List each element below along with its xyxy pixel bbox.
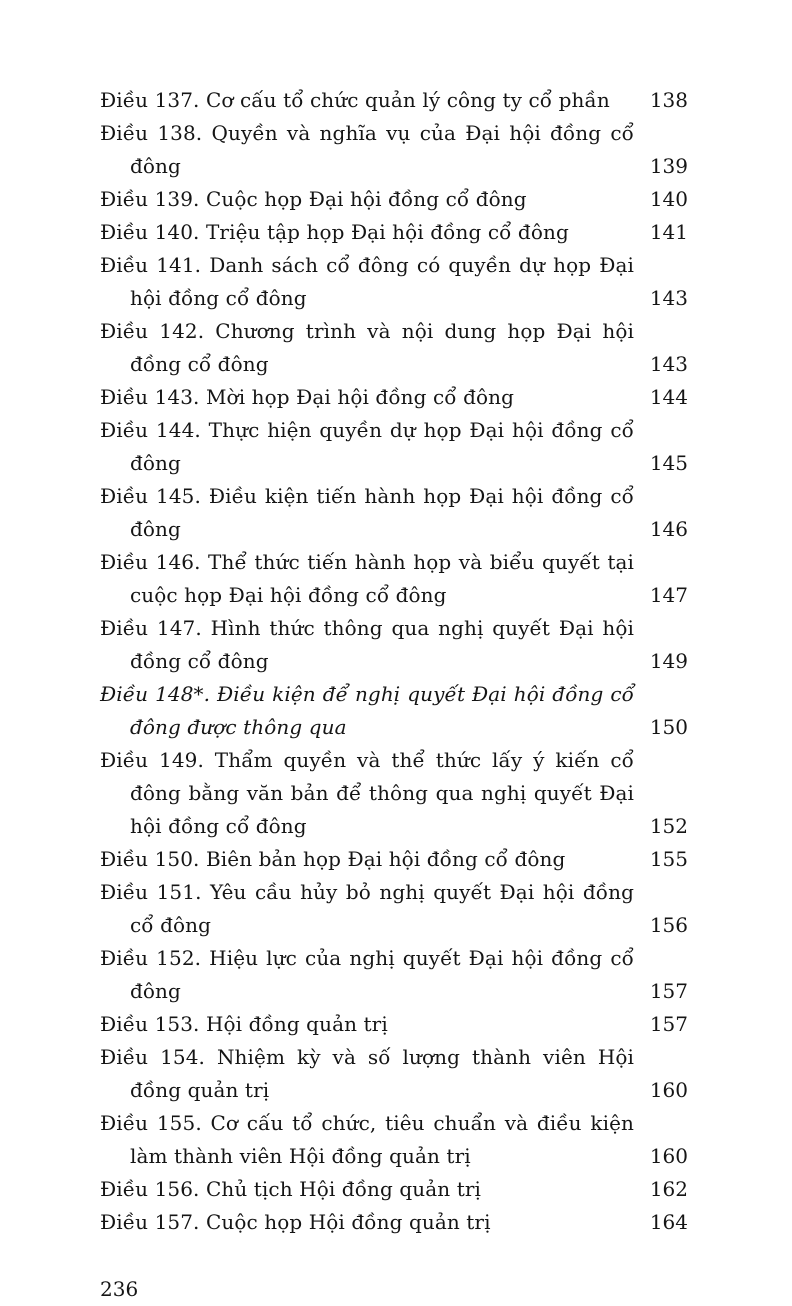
toc-entry: [100, 1173, 688, 1206]
toc-entry-page-number: 141: [649, 220, 688, 244]
toc-entry-page-number: 160: [649, 1078, 688, 1102]
toc-entry-text: Điều 147. Hình thức thông qua nghị quyết Đại hội đồng cổ đông: [100, 616, 634, 673]
toc-entry-page-number: 150: [649, 715, 688, 739]
toc-entry-text: Điều 140. Triệu tập họp Đại hội đồng cổ đông: [100, 220, 569, 244]
toc-entry: [100, 249, 688, 315]
toc-entry: [100, 381, 688, 414]
toc-entry: [100, 744, 688, 843]
toc-entry-page-number: 155: [649, 847, 688, 871]
toc-entry: [100, 546, 688, 612]
toc-entry-page-number: 152: [649, 814, 688, 838]
toc-entry-text: Điều 152. Hiệu lực của nghị quyết Đại hội đồng cổ đông: [100, 946, 634, 1003]
toc-entry-page-number: 143: [649, 352, 688, 376]
toc-entry-page-number: 144: [649, 385, 688, 409]
toc-entry-text: Điều 154. Nhiệm kỳ và số lượng thành viên Hội đồng quản trị: [100, 1045, 634, 1102]
toc-entry-page-number: 147: [649, 583, 688, 607]
toc-entry-text: Điều 156. Chủ tịch Hội đồng quản trị: [100, 1177, 482, 1201]
footer-page-number: 236: [100, 1277, 139, 1301]
toc-entry-page-number: 162: [649, 1177, 688, 1201]
toc-entry-text: Điều 142. Chương trình và nội dung họp Đại hội đồng cổ đông: [100, 319, 634, 376]
toc-entry-text: Điều 144. Thực hiện quyền dự họp Đại hội đồng cổ đông: [100, 418, 634, 475]
toc-entry-page-number: 138: [649, 88, 688, 112]
toc-entry-text: Điều 143. Mời họp Đại hội đồng cổ đông: [100, 385, 515, 409]
toc-entry: [100, 1107, 688, 1173]
toc-entry-text: Điều 157. Cuộc họp Hội đồng quản trị: [100, 1210, 491, 1234]
toc-entry-text: Điều 155. Cơ cấu tổ chức, tiêu chuẩn và điều kiện làm thành viên Hội đồng quản trị: [100, 1111, 634, 1168]
toc-entry-text: Điều 145. Điều kiện tiến hành họp Đại hội đồng cổ đông: [100, 484, 634, 541]
toc-entry-text: Điều 139. Cuộc họp Đại hội đồng cổ đông: [100, 187, 527, 211]
toc-entry-page-number: 145: [649, 451, 688, 475]
toc-entry: [100, 876, 688, 942]
toc-entry-page-number: 157: [649, 979, 688, 1003]
toc-entry-text: Điều 149. Thẩm quyền và thể thức lấy ý kiến cổ đông bằng văn bản để thông qua nghị quyết Đại hội đồng cổ đông: [100, 748, 634, 838]
toc-entry-page-number: 156: [649, 913, 688, 937]
toc-entry-page-number: 164: [649, 1210, 688, 1234]
toc-entry-page-number: 140: [649, 187, 688, 211]
toc-entry-text: Điều 151. Yêu cầu hủy bỏ nghị quyết Đại hội đồng cổ đông: [100, 880, 634, 937]
toc-entry-text: Điều 138. Quyền và nghĩa vụ của Đại hội đồng cổ đông: [100, 121, 634, 178]
toc-entry: [100, 414, 688, 480]
toc-entry: [100, 612, 688, 678]
toc-list: [100, 84, 688, 1239]
toc-entry: [100, 1206, 688, 1239]
toc-entry-page-number: 139: [649, 154, 688, 178]
toc-entry-text: Điều 150. Biên bản họp Đại hội đồng cổ đông: [100, 847, 566, 871]
toc-entry-page-number: 160: [649, 1144, 688, 1168]
toc-entry: [100, 942, 688, 1008]
toc-entry-text: Điều 153. Hội đồng quản trị: [100, 1012, 388, 1036]
toc-entry-page-number: 146: [649, 517, 688, 541]
toc-entry: [100, 315, 688, 381]
toc-entry: [100, 480, 688, 546]
toc-entry-text: Điều 148*. Điều kiện để nghị quyết Đại hội đồng cổ đông được thông qua: [100, 682, 634, 739]
toc-entry-text: Điều 137. Cơ cấu tổ chức quản lý công ty cổ phần: [100, 88, 610, 112]
toc-entry-text: Điều 141. Danh sách cổ đông có quyền dự họp Đại hội đồng cổ đông: [100, 253, 634, 310]
toc-entry: [100, 183, 688, 216]
toc-entry-page-number: 157: [649, 1012, 688, 1036]
toc-entry: [100, 216, 688, 249]
toc-entry: [100, 678, 688, 744]
toc-entry-page-number: 149: [649, 649, 688, 673]
toc-entry: [100, 1008, 688, 1041]
toc-entry: [100, 843, 688, 876]
toc-entry: [100, 84, 688, 117]
toc-entry-text: Điều 146. Thể thức tiến hành họp và biểu quyết tại cuộc họp Đại hội đồng cổ đông: [100, 550, 634, 607]
toc-entry: [100, 1041, 688, 1107]
toc-entry: [100, 117, 688, 183]
toc-entry-page-number: 143: [649, 286, 688, 310]
